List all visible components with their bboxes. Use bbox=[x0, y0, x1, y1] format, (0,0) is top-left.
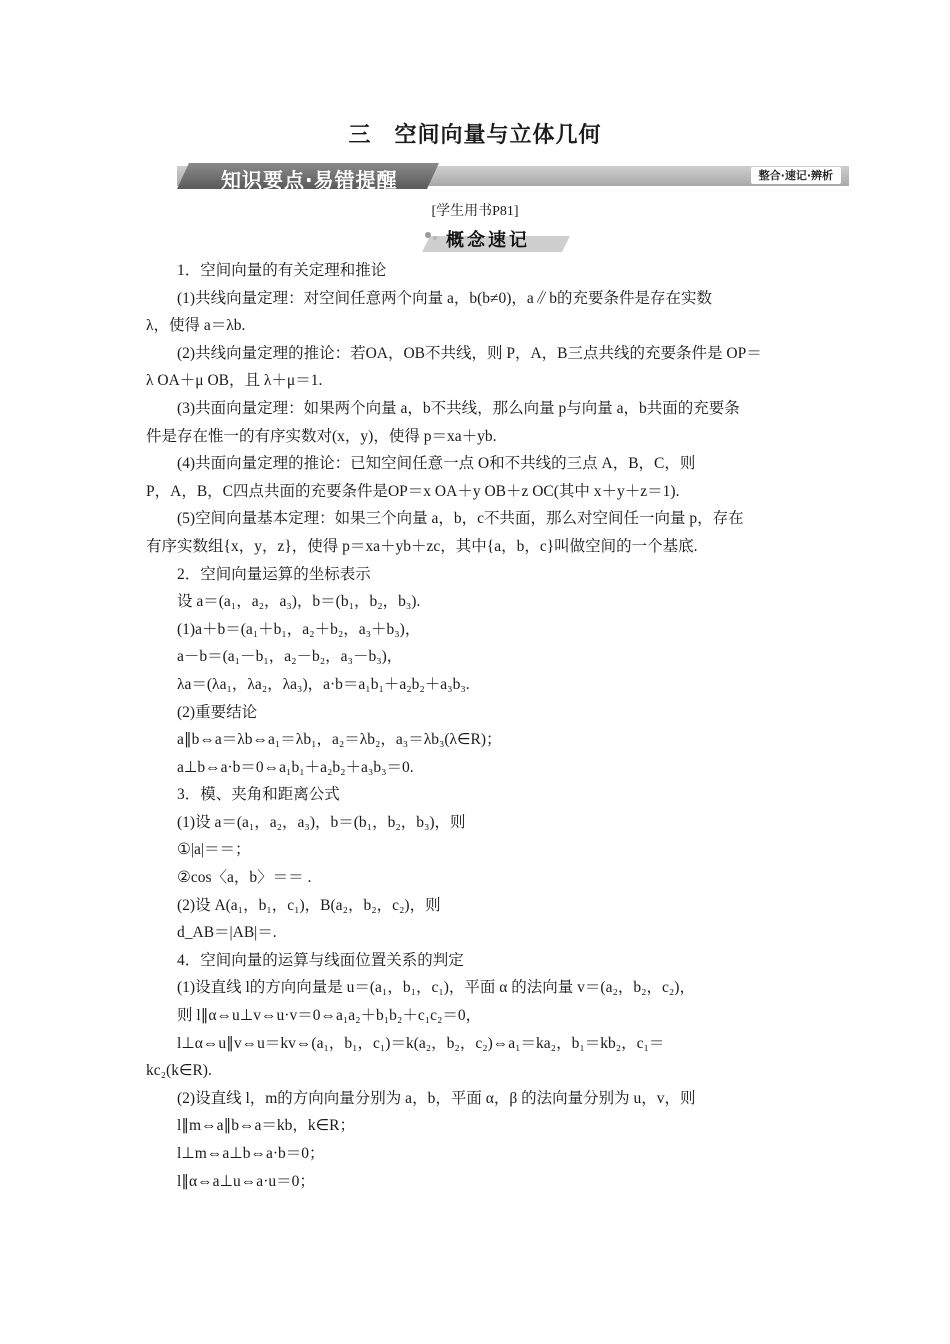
text-line: P，A，B，C四点共面的充要条件是OP＝x OA＋y OB＋z OC(其中 x＋y＋z＝1). bbox=[146, 482, 680, 500]
text-line: l⊥α⇔u∥v⇔u＝kv⇔(a₁，b₁，c₁)＝k(a₂，b₂，c₂)⇔a₁＝ka₂，b₁＝kb₂，c₁＝ bbox=[177, 1034, 665, 1052]
text-line: (4)共面向量定理的推论：已知空间任意一点 O和不共线的三点 A，B，C，则 bbox=[177, 455, 696, 473]
body-content bbox=[146, 257, 806, 1195]
text-line: l∥α⇔a⊥u⇔a·u＝0； bbox=[177, 1172, 315, 1190]
heading-line: 4．空间向量的运算与线面位置关系的判定 bbox=[177, 951, 464, 969]
text-line: a∥b⇔a＝λb⇔a₁＝λb₁，a₂＝λb₂，a₃＝λb₃(λ∈R)； bbox=[177, 731, 502, 749]
section-banner bbox=[177, 163, 849, 192]
text-line: kc₂(k∈R). bbox=[146, 1062, 212, 1080]
text-line: (1)设 a＝(a₁，a₂，a₃)，b＝(b₁，b₂，b₃)，则 bbox=[177, 813, 466, 831]
text-line: l∥m⇔a∥b⇔a＝kb，k∈R； bbox=[177, 1117, 355, 1135]
text-line: (1)a＋b＝(a₁＋b₁，a₂＋b₂，a₃＋b₃)， bbox=[177, 620, 421, 638]
text-line: ①|a|＝＝； bbox=[177, 841, 251, 859]
banner-sub-text: 整合·速记·辨析 bbox=[751, 167, 841, 184]
text-line: λ，使得 a＝λb. bbox=[146, 317, 246, 335]
text-line: d_AB＝|AB|＝. bbox=[177, 924, 277, 942]
text-line: (2)设直线 l，m的方向向量分别为 a，b，平面 α，β 的法向量分别为 u，v，则 bbox=[177, 1089, 696, 1107]
text-line: 件是存在惟一的有序实数对(x，y)，使得 p＝xa＋yb. bbox=[146, 427, 497, 445]
concept-header bbox=[420, 226, 570, 252]
text-line: λa＝(λa₁，λa₂，λa₃)，a·b＝a₁b₁＋a₂b₂＋a₃b₃. bbox=[177, 675, 470, 693]
banner-main-text: 知识要点·易错提醒 bbox=[221, 168, 398, 192]
text-line: (5)空间向量基本定理：如果三个向量 a，b，c不共面，那么对空间任一向量 p，存在 bbox=[177, 510, 744, 528]
text-line: (2)重要结论 bbox=[177, 703, 258, 721]
section-title: 三 空间向量与立体几何 bbox=[348, 123, 602, 148]
heading-line: 1．空间向量的有关定理和推论 bbox=[177, 262, 387, 279]
text-line: λ OA＋μ OB，且 λ＋μ＝1. bbox=[146, 372, 323, 390]
text-line: 有序实数组{x，y，z}，使得 p＝xa＋yb＋zc，其中{a，b，c}叫做空间的一个基底. bbox=[146, 537, 698, 555]
text-line: (3)共面向量定理：如果两个向量 a，b不共线，那么向量 p与向量 a，b共面的充要条 bbox=[177, 399, 740, 417]
book-reference: [学生用书P81] bbox=[431, 204, 519, 219]
text-line: l⊥m⇔a⊥b⇔a·b＝0； bbox=[177, 1145, 325, 1162]
text-line: a－b＝(a₁－b₁，a₂－b₂，a₃－b₃)， bbox=[177, 648, 403, 666]
text-line: 则 l∥α⇔u⊥v⇔u·v＝0⇔a₁a₂＋b₁b₂＋c₁c₂＝0， bbox=[177, 1007, 482, 1025]
text-line: a⊥b⇔a·b＝0⇔a₁b₁＋a₂b₂＋a₃b₃＝0. bbox=[177, 758, 414, 776]
text-line: (1)共线向量定理：对空间任意两个向量 a，b(b≠0)，a∥b的充要条件是存在实数 bbox=[177, 289, 713, 307]
concept-header-label: 概念速记 bbox=[446, 230, 530, 251]
heading-line: 2．空间向量运算的坐标表示 bbox=[177, 565, 371, 583]
text-line: (1)设直线 l的方向向量是 u＝(a₁，b₁，c₁)，平面 α 的法向量 v＝(a₂，b₂，c₂)， bbox=[177, 979, 695, 997]
text-line: 设 a＝(a₁，a₂，a₃)，b＝(b₁，b₂，b₃). bbox=[177, 593, 421, 611]
text-line: (2)共线向量定理的推论：若OA，OB不共线，则 P，A，B三点共线的充要条件是 OP＝ bbox=[177, 344, 762, 362]
text-line: (2)设 A(a₁，b₁，c₁)，B(a₂，b₂，c₂)，则 bbox=[177, 896, 441, 914]
text-line: ②cos〈a，b〉＝＝ . bbox=[177, 869, 312, 887]
heading-line: 3．模、夹角和距离公式 bbox=[177, 786, 340, 804]
